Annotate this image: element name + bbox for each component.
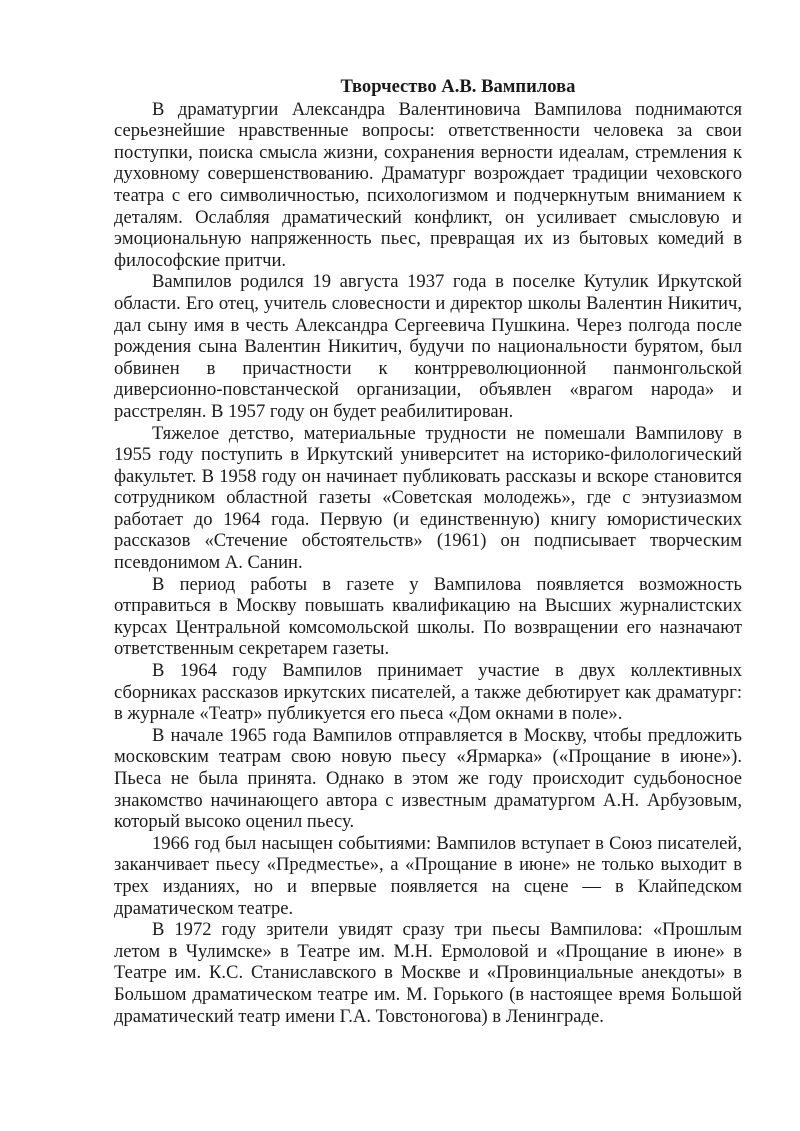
paragraph-university: Тяжелое детство, материальные трудности не помешали Вампилову в 1955 году поступить в Иркутский университет на историко-филологический факультет. В 1958 году он начинает публиковать рассказы и вскоре становится сотрудником областной газеты «Советская молодежь», где с энтузиазмом работает до 1964 года. Первую (и единственную) книгу юмористических рассказов «Стечение обстоятельств» (1961) он подписывает творческим псевдонимом А. Санин. [114,422,742,574]
paragraph-intro: В драматургии Александра Валентиновича Вампилова поднимаются серьезнейшие нравственные вопросы: ответственности человека за свои поступки, поиска смысла жизни, сохранения верности идеалам, стремления к духовному совершенствованию. Драматург возрождает традиции чеховского театра с его символичностью, психологизмом и подчеркнутым вниманием к деталям. Ослабляя драматический конфликт, он усиливает смысловую и эмоциональную напряженность пьес, превращая их из бытовых комедий в философские притчи. [114,98,742,271]
paragraph-birth: Вампилов родился 19 августа 1937 года в поселке Кутулик Иркутской области. Его отец, учитель словесности и директор школы Валентин Никитич, дал сыну имя в честь Александра Сергеевича Пушкина. Через полгода после рождения сына Валентин Никитич, будучи по национальности бурятом, был обвинен в причастности к контрреволюционной панмонгольской диверсионно-повстанческой организации, объявлен «врагом народа» и расстрелян. В 1957 году он будет реабилитирован. [114,271,742,422]
paragraph-1966: 1966 год был насыщен событиями: Вампилов вступает в Союз писателей, заканчивает пьесу «Предместье», а «Прощание в июне» не только выходит в трех изданиях, но и впервые появляется на сцене — в Клайпедском драматическом театре. [114,832,742,919]
document-title: Творчество А.В. Вампилова [340,76,576,97]
paragraph-1972: В 1972 году зрители увидят сразу три пьесы Вампилова: «Прошлым летом в Чулимске» в Театре им. М.Н. Ермоловой и «Прощание в июне» в Театре им. К.С. Станиславского в Москве и «Провинциальные анекдоты» в Большом драматическом театре им. М. Горького (в настоящее время Большой драматический театр имени Г.А. Товстоногова) в Ленинграде. [114,919,742,1027]
document-page [114,76,742,1027]
paragraph-1965: В начале 1965 года Вампилов отправляется в Москву, чтобы предложить московским театрам свою новую пьесу «Ярмарка» («Прощание в июне»). Пьеса не была принята. Однако в этом же году происходит судьбоносное знакомство начинающего автора с известным драматургом А.Н. Арбузовым, который высоко оценил пьесу. [114,724,742,833]
paragraph-newspaper: В период работы в газете у Вампилова появляется возможность отправиться в Москву повышать квалификацию на Высших журналистских курсах Центральной комсомольской школы. По возвращении его назначают ответственным секретарем газеты. [114,573,742,660]
paragraph-1964: В 1964 году Вампилов принимает участие в двух коллективных сборниках рассказов иркутских писателей, а также дебютирует как драматург: в журнале «Театр» публикуется его пьеса «Дом окнами в поле». [114,660,742,725]
